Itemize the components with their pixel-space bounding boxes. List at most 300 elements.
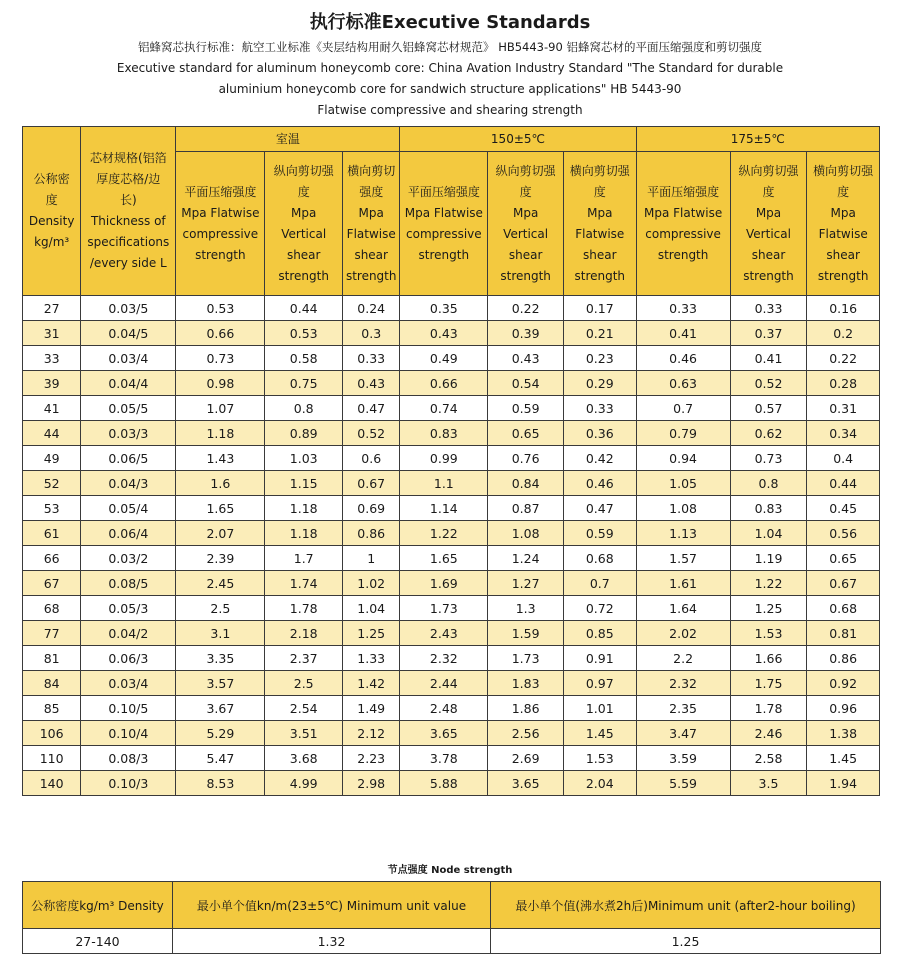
table-row <box>23 521 880 546</box>
table-row <box>23 296 880 321</box>
table-cell: 1.74 <box>265 571 343 596</box>
table-cell: 0.73 <box>730 446 807 471</box>
table-cell: 110 <box>23 746 81 771</box>
table-cell: 0.63 <box>636 371 730 396</box>
table-cell: 1.57 <box>636 546 730 571</box>
table-cell: 0.10/4 <box>81 721 176 746</box>
table-cell: 1.86 <box>488 696 564 721</box>
table-cell: 0.58 <box>265 346 343 371</box>
group-header-175: 175±5℃ <box>636 127 879 152</box>
table-cell: 1.73 <box>488 646 564 671</box>
table-cell: 2.44 <box>400 671 488 696</box>
table-cell: 3.51 <box>265 721 343 746</box>
table-cell: 1.22 <box>730 571 807 596</box>
col-header-density <box>23 127 81 296</box>
header-line: 平面压缩强度 <box>407 184 480 199</box>
table-cell: 2.48 <box>400 696 488 721</box>
table-cell: 3.67 <box>176 696 265 721</box>
table-cell: 1.61 <box>636 571 730 596</box>
header-line: 横向剪切 <box>347 163 396 178</box>
group-header-room-temp: 室温 <box>176 127 400 152</box>
table-cell: 2.98 <box>343 771 400 796</box>
table-cell: 0.47 <box>563 496 636 521</box>
table-cell: 1.05 <box>636 471 730 496</box>
table-cell: 0.46 <box>563 471 636 496</box>
table-cell: 44 <box>23 421 81 446</box>
table-cell: 1.02 <box>343 571 400 596</box>
node-strength-table <box>22 881 881 954</box>
header-line: shear <box>508 247 543 262</box>
table-cell: 2.35 <box>636 696 730 721</box>
table-cell: 3.1 <box>176 621 265 646</box>
header-line: strength <box>657 247 709 262</box>
header-line: 度 <box>837 184 850 199</box>
table-cell: 0.31 <box>807 396 880 421</box>
table-cell: 0.44 <box>807 471 880 496</box>
table-cell: 66 <box>23 546 81 571</box>
table-cell: 1.64 <box>636 596 730 621</box>
table-row <box>23 546 880 571</box>
table-cell: 39 <box>23 371 81 396</box>
col-header-vertical-rt <box>265 152 343 296</box>
table-cell: 0.16 <box>807 296 880 321</box>
table-cell: 0.81 <box>807 621 880 646</box>
table-row <box>23 721 880 746</box>
intro-text <box>60 37 840 121</box>
header-line: 强度 <box>359 184 384 199</box>
table-cell: 0.57 <box>730 396 807 421</box>
header-line: Mpa Flatwise <box>181 205 260 220</box>
table-cell: 0.84 <box>488 471 564 496</box>
table-cell: 0.33 <box>343 346 400 371</box>
table-cell: 0.05/5 <box>81 396 176 421</box>
table-cell: 0.22 <box>488 296 564 321</box>
col-header-flatwise-150 <box>400 152 488 296</box>
table-cell: 2.32 <box>636 671 730 696</box>
table-cell: 1.24 <box>488 546 564 571</box>
group-header-150: 150±5℃ <box>400 127 636 152</box>
table-cell: 2.37 <box>265 646 343 671</box>
table-cell: 1.45 <box>563 721 636 746</box>
header-line: Mpa <box>512 205 539 220</box>
page-title: 执行标准Executive Standards <box>309 12 591 33</box>
header-line: Mpa <box>830 205 856 220</box>
table-cell: 2.2 <box>636 646 730 671</box>
table-cell: 2.32 <box>400 646 488 671</box>
table-cell: 0.73 <box>176 346 265 371</box>
table-cell: 0.47 <box>343 396 400 421</box>
header-line: 横向剪切强 <box>813 163 874 178</box>
table-cell: 0.05/4 <box>81 496 176 521</box>
table-cell: 0.03/4 <box>81 671 176 696</box>
table-cell: 2.58 <box>730 746 807 771</box>
table-cell: 0.03/4 <box>81 346 176 371</box>
table-cell: 1.53 <box>563 746 636 771</box>
table-cell: 0.22 <box>807 346 880 371</box>
header-line: Density <box>28 214 75 228</box>
table-cell: 0.65 <box>488 421 564 446</box>
header-line: strength <box>345 268 397 283</box>
table-cell: 0.6 <box>343 446 400 471</box>
table-cell: 1.6 <box>176 471 265 496</box>
table-cell: 68 <box>23 596 81 621</box>
header-line: Mpa <box>358 205 384 220</box>
table-cell: 1.14 <box>400 496 488 521</box>
header-line: Flatwise <box>818 226 868 241</box>
table-cell: 0.74 <box>400 396 488 421</box>
table-cell: 0.34 <box>807 421 880 446</box>
table-cell: 0.89 <box>265 421 343 446</box>
table-cell: 84 <box>23 671 81 696</box>
table-cell: 1.75 <box>730 671 807 696</box>
table-cell: 3.35 <box>176 646 265 671</box>
table-cell: 52 <box>23 471 81 496</box>
table-cell: 0.49 <box>400 346 488 371</box>
table-cell: 0.43 <box>488 346 564 371</box>
table-cell: 0.33 <box>636 296 730 321</box>
table-cell: 27 <box>23 296 81 321</box>
table-cell: 3.78 <box>400 746 488 771</box>
table-cell: 0.37 <box>730 321 807 346</box>
table-cell: 0.10/5 <box>81 696 176 721</box>
table-cell: 4.99 <box>265 771 343 796</box>
col-header-transverse-175 <box>807 152 880 296</box>
table-cell: 106 <box>23 721 81 746</box>
header-line: strength <box>278 268 329 283</box>
table-cell: 1.03 <box>265 446 343 471</box>
header-line: strength <box>743 268 794 283</box>
table-cell: 0.75 <box>265 371 343 396</box>
table-row <box>23 696 880 721</box>
table-cell: 1.78 <box>265 596 343 621</box>
table-cell: 1.1 <box>400 471 488 496</box>
table-row <box>23 621 880 646</box>
table-cell: 0.36 <box>563 421 636 446</box>
table-cell: 2.69 <box>488 746 564 771</box>
table-cell: 0.79 <box>636 421 730 446</box>
table-cell: 0.24 <box>343 296 400 321</box>
header-line: shear <box>354 247 388 262</box>
header-line: 芯材规格(铝箔 <box>89 151 167 165</box>
table-cell: 1.25 <box>730 596 807 621</box>
table-cell: 2.5 <box>265 671 343 696</box>
table-cell: 5.47 <box>176 746 265 771</box>
table-cell: 1.65 <box>176 496 265 521</box>
header-line: compressive <box>645 226 721 241</box>
table-cell: 1.42 <box>343 671 400 696</box>
table-cell: 3.57 <box>176 671 265 696</box>
table-cell: 0.83 <box>400 421 488 446</box>
table-cell: 0.87 <box>488 496 564 521</box>
table-row <box>23 596 880 621</box>
table-cell: 0.83 <box>730 496 807 521</box>
table-cell: 1.3 <box>488 596 564 621</box>
table-cell: 0.21 <box>563 321 636 346</box>
table-cell: 0.56 <box>807 521 880 546</box>
table-cell: 3.47 <box>636 721 730 746</box>
table-cell: 1.73 <box>400 596 488 621</box>
table-cell: 0.04/4 <box>81 371 176 396</box>
table-row <box>23 671 880 696</box>
table-cell: 0.04/3 <box>81 471 176 496</box>
table-cell: 2.07 <box>176 521 265 546</box>
table-cell: 0.3 <box>343 321 400 346</box>
table-cell: 2.18 <box>265 621 343 646</box>
table-cell: 0.45 <box>807 496 880 521</box>
table-cell: 1.65 <box>400 546 488 571</box>
table-cell: 1.15 <box>265 471 343 496</box>
header-line: 平面压缩强度 <box>184 184 257 199</box>
table-cell: 0.66 <box>400 371 488 396</box>
header-line: 公称密 <box>33 172 70 186</box>
table-cell: 5.88 <box>400 771 488 796</box>
table-cell: 0.92 <box>807 671 880 696</box>
header-line: strength <box>195 247 246 262</box>
table-cell: 0.66 <box>176 321 265 346</box>
standards-table-body <box>23 296 880 796</box>
table-cell: 1.18 <box>176 421 265 446</box>
header-line: shear <box>286 247 321 262</box>
table-cell: 0.03/3 <box>81 421 176 446</box>
intro-line-en-2: aluminium honeycomb core for sandwich structure applications" HB 5443-90 <box>218 82 682 96</box>
table-row <box>23 571 880 596</box>
table-cell: 81 <box>23 646 81 671</box>
header-line: specifications <box>87 235 170 249</box>
table-cell: 49 <box>23 446 81 471</box>
table-cell: 0.10/3 <box>81 771 176 796</box>
header-line: 纵向剪切强 <box>273 163 334 178</box>
table-cell: 27-140 <box>23 929 173 954</box>
header-line: compressive <box>406 226 482 241</box>
table-cell: 0.39 <box>488 321 564 346</box>
table-cell: 2.45 <box>176 571 265 596</box>
table-cell: 53 <box>23 496 81 521</box>
table-cell: 0.68 <box>807 596 880 621</box>
table-cell: 61 <box>23 521 81 546</box>
table-cell: 0.43 <box>343 371 400 396</box>
table-cell: 0.42 <box>563 446 636 471</box>
table-cell: 1.07 <box>176 396 265 421</box>
table-cell: 1.04 <box>343 596 400 621</box>
table-cell: 2.56 <box>488 721 564 746</box>
table-cell: 0.59 <box>488 396 564 421</box>
header-line: shear <box>826 247 860 262</box>
header-line: /every side L <box>89 256 167 270</box>
intro-line-en-3: Flatwise compressive and shearing strength <box>317 103 583 117</box>
table-cell: 0.03/5 <box>81 296 176 321</box>
table-cell: 2.04 <box>563 771 636 796</box>
table-cell: 0.68 <box>563 546 636 571</box>
table-row <box>23 471 880 496</box>
table-cell: 3.65 <box>488 771 564 796</box>
intro-line-cn: 铝蜂窝芯执行标准：航空工业标准《夹层结构用耐久铝蜂窝芯材规范》 HB5443-90 铝蜂窝芯材的平面压缩强度和剪切强度 <box>138 40 762 54</box>
table-cell: 8.53 <box>176 771 265 796</box>
table-cell: 1.43 <box>176 446 265 471</box>
header-line: shear <box>583 247 617 262</box>
table-cell: 1.04 <box>730 521 807 546</box>
table-cell: 0.04/5 <box>81 321 176 346</box>
table-cell: 1 <box>343 546 400 571</box>
table-cell: 0.65 <box>807 546 880 571</box>
table-cell: 0.52 <box>730 371 807 396</box>
standards-table <box>22 126 880 796</box>
table-cell: 1.78 <box>730 696 807 721</box>
node-header-min-unit: 最小单个值kn/m(23±5℃) Minimum unit value <box>173 882 491 929</box>
header-line: 度 <box>762 184 775 199</box>
header-line: 度 <box>297 184 310 199</box>
table-row <box>23 929 881 954</box>
table-cell: 0.52 <box>343 421 400 446</box>
table-cell: 2.54 <box>265 696 343 721</box>
table-cell: 1.69 <box>400 571 488 596</box>
table-cell: 0.86 <box>343 521 400 546</box>
table-cell: 2.23 <box>343 746 400 771</box>
table-cell: 0.28 <box>807 371 880 396</box>
table-cell: 85 <box>23 696 81 721</box>
header-line: Flatwise <box>346 226 396 241</box>
table-cell: 0.94 <box>636 446 730 471</box>
table-cell: 0.06/3 <box>81 646 176 671</box>
table-cell: 2.5 <box>176 596 265 621</box>
table-cell: 1.7 <box>265 546 343 571</box>
table-cell: 5.59 <box>636 771 730 796</box>
table-cell: 3.65 <box>400 721 488 746</box>
table-cell: 0.35 <box>400 296 488 321</box>
table-cell: 0.44 <box>265 296 343 321</box>
col-header-flatwise-175 <box>636 152 730 296</box>
table-row <box>23 446 880 471</box>
header-line: Vertical <box>746 226 791 241</box>
header-line: strength <box>418 247 470 262</box>
table-cell: 1.45 <box>807 746 880 771</box>
header-line: Mpa Flatwise <box>404 205 483 220</box>
table-cell: 0.91 <box>563 646 636 671</box>
table-cell: 0.96 <box>807 696 880 721</box>
header-line: 纵向剪切强 <box>495 163 556 178</box>
col-header-vertical-175 <box>730 152 807 296</box>
table-cell: 0.06/5 <box>81 446 176 471</box>
table-cell: 0.86 <box>807 646 880 671</box>
table-cell: 0.7 <box>636 396 730 421</box>
table-cell: 0.62 <box>730 421 807 446</box>
table-cell: 77 <box>23 621 81 646</box>
table-cell: 1.49 <box>343 696 400 721</box>
table-cell: 2.39 <box>176 546 265 571</box>
header-line: Flatwise <box>575 226 625 241</box>
table-row <box>23 746 880 771</box>
header-line: strength <box>817 268 869 283</box>
header-line: 长) <box>119 193 137 207</box>
table-cell: 0.29 <box>563 371 636 396</box>
table-cell: 0.03/2 <box>81 546 176 571</box>
header-line: 厚度芯格/边 <box>96 172 161 186</box>
header-line: 度 <box>519 184 532 199</box>
table-row <box>23 646 880 671</box>
table-cell: 0.04/2 <box>81 621 176 646</box>
table-cell: 140 <box>23 771 81 796</box>
table-cell: 1.22 <box>400 521 488 546</box>
table-row <box>23 421 880 446</box>
table-cell: 1.01 <box>563 696 636 721</box>
table-row <box>23 771 880 796</box>
table-cell: 0.98 <box>176 371 265 396</box>
table-cell: 0.99 <box>400 446 488 471</box>
table-cell: 1.66 <box>730 646 807 671</box>
table-cell: 1.18 <box>265 521 343 546</box>
header-line: Mpa <box>587 205 613 220</box>
table-cell: 0.53 <box>265 321 343 346</box>
table-cell: 5.29 <box>176 721 265 746</box>
table-cell: 0.69 <box>343 496 400 521</box>
header-line: shear <box>751 247 786 262</box>
header-line: Mpa <box>755 205 782 220</box>
header-line: strength <box>500 268 551 283</box>
table-row <box>23 346 880 371</box>
table-cell: 0.97 <box>563 671 636 696</box>
header-line: 度 <box>45 193 58 207</box>
header-line: strength <box>574 268 626 283</box>
table-cell: 0.43 <box>400 321 488 346</box>
table-cell: 1.38 <box>807 721 880 746</box>
table-cell: 0.33 <box>563 396 636 421</box>
header-line: Mpa Flatwise <box>643 205 723 220</box>
header-line: kg/m³ <box>34 235 70 249</box>
col-header-vertical-150 <box>488 152 564 296</box>
table-cell: 0.85 <box>563 621 636 646</box>
table-cell: 2.12 <box>343 721 400 746</box>
table-cell: 1.18 <box>265 496 343 521</box>
col-header-spec <box>81 127 176 296</box>
table-cell: 1.59 <box>488 621 564 646</box>
table-cell: 33 <box>23 346 81 371</box>
table-cell: 2.46 <box>730 721 807 746</box>
table-cell: 0.33 <box>730 296 807 321</box>
header-line: 度 <box>593 184 606 199</box>
col-header-flatwise-rt <box>176 152 265 296</box>
table-cell: 3.68 <box>265 746 343 771</box>
header-line: Vertical <box>503 226 549 241</box>
table-cell: 1.25 <box>343 621 400 646</box>
table-row <box>23 321 880 346</box>
table-cell: 1.53 <box>730 621 807 646</box>
table-cell: 0.41 <box>636 321 730 346</box>
table-cell: 2.43 <box>400 621 488 646</box>
table-row <box>23 371 880 396</box>
table-cell: 0.06/4 <box>81 521 176 546</box>
table-cell: 0.7 <box>563 571 636 596</box>
table-cell: 0.41 <box>730 346 807 371</box>
table-cell: 2.02 <box>636 621 730 646</box>
table-cell: 1.33 <box>343 646 400 671</box>
table-cell: 0.46 <box>636 346 730 371</box>
header-line: 横向剪切强 <box>569 163 630 178</box>
table-cell: 3.5 <box>730 771 807 796</box>
table-cell: 0.17 <box>563 296 636 321</box>
table-row <box>23 496 880 521</box>
table-cell: 0.8 <box>265 396 343 421</box>
table-cell: 1.19 <box>730 546 807 571</box>
col-header-transverse-rt <box>343 152 400 296</box>
table-cell: 1.83 <box>488 671 564 696</box>
table-cell: 0.54 <box>488 371 564 396</box>
table-cell: 1.27 <box>488 571 564 596</box>
table-cell: 1.32 <box>173 929 491 954</box>
table-cell: 31 <box>23 321 81 346</box>
table-cell: 0.59 <box>563 521 636 546</box>
table-cell: 67 <box>23 571 81 596</box>
table-cell: 0.2 <box>807 321 880 346</box>
table-cell: 1.25 <box>491 929 881 954</box>
